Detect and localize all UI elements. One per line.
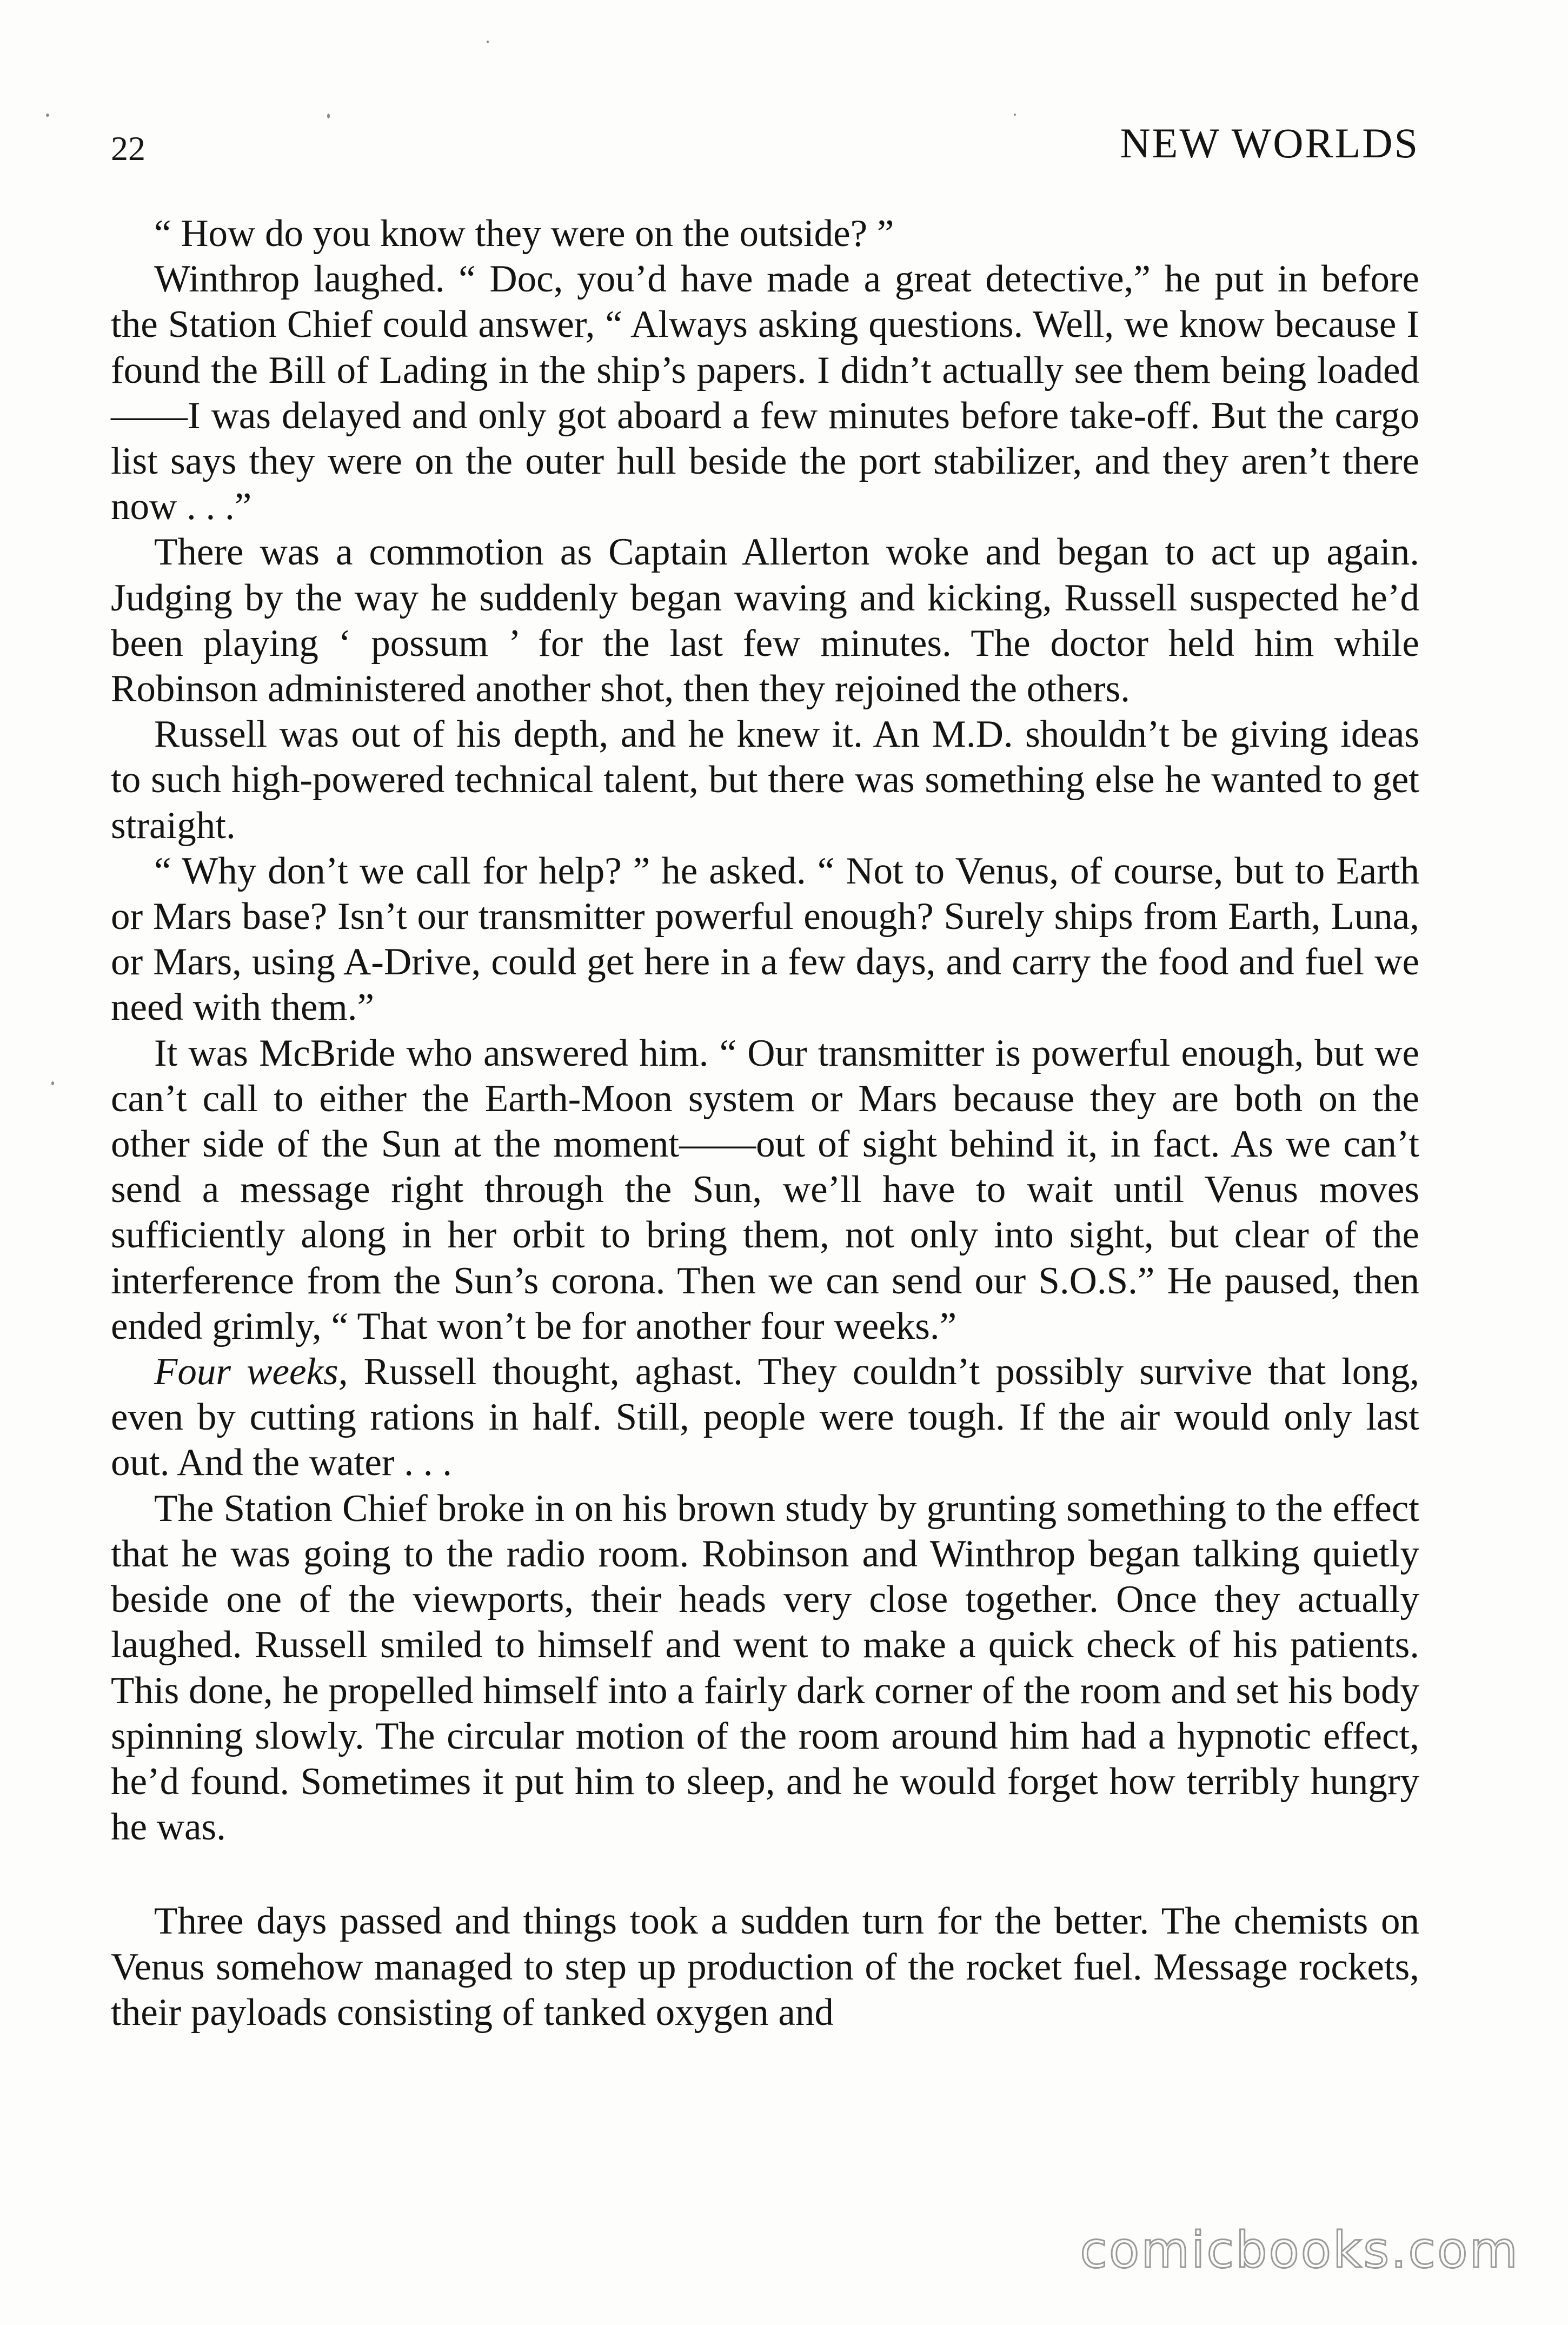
paragraph: “ Why don’t we call for help? ” he asked. “ Not to Venus, of course, but to Earth or Mars base? Isn’t our transmitter powerful enough? Surely ships from Earth, Luna, or Mars, using A-Drive, could get here in a few days, and carry the food and fuel we need with them.” bbox=[111, 849, 1419, 1029]
paragraph: There was a commotion as Captain Allerton woke and began to act up again. Judging by the way he suddenly began waving and kicking, Russell suspected he’d been playing ‘ possum ’ for the last few minutes. The doctor held him while Robinson administered another shot, then they rejoined the others. bbox=[111, 531, 1419, 710]
print-speck bbox=[487, 41, 489, 43]
paragraph: Winthrop laughed. “ Doc, you’d have made a great detective,” he put in before the Station Chief could answer, “ Always asking questions. Well, we know because I found the Bill of Lading in the ship’s papers. I didn’t actually see them being loaded——I was delayed and only got aboard a few minutes before take-off. But the cargo list says they were on the outer hull beside the port stabilizer, and they aren’t there now . . .” bbox=[111, 258, 1419, 528]
paragraph: The Station Chief broke in on his brown study by grunting something to the effect that he was going to the radio room. Robinson and Winthrop began talking quietly beside one of the viewports, their heads very close together. Once they actually laughed. Russell smiled to himself and went to make a quick check of his patients. This done, he propelled himself into a fairly dark corner of the room and set his body spinning slowly. The circular motion of the room around him had a hypnotic effect, he’d found. Sometimes it put him to sleep, and he would forget how terribly hungry he was. bbox=[111, 1487, 1419, 1849]
paragraph: Russell was out of his depth, and he knew it. An M.D. shouldn’t be giving ideas to such high-powered technical talent, but there was something else he wanted to get straight. bbox=[111, 713, 1419, 847]
story-text bbox=[111, 211, 1419, 2035]
running-title: NEW WORLDS bbox=[1120, 119, 1419, 167]
paragraph: “ How do you know they were on the outside? ” bbox=[154, 212, 894, 255]
page-number: 22 bbox=[111, 129, 145, 168]
page-header bbox=[111, 119, 1419, 173]
print-speck bbox=[327, 114, 330, 118]
paragraph: It was McBride who answered him. “ Our transmitter is powerful enough, but we can’t call to either the Earth-Moon system or Mars because they are both on the other side of the Sun at the moment——out of sight behind it, in fact. As we can’t send a message right through the Sun, we’ll have to wait until Venus moves sufficiently along in her orbit to bring them, not only into sight, but clear of the interference from the Sun’s corona. Then we can send our S.O.S.” He paused, then ended grimly, “ That won’t be for another four weeks.” bbox=[111, 1032, 1419, 1347]
watermark: comicbooks.com bbox=[1080, 2221, 1519, 2279]
italic-phrase: Four weeks, bbox=[154, 1351, 348, 1393]
paragraph bbox=[111, 1349, 1419, 1486]
print-speck bbox=[46, 114, 49, 117]
print-speck bbox=[1014, 114, 1016, 116]
print-speck bbox=[51, 1081, 54, 1085]
paragraph-text: Russell thought, aghast. They couldn’t possibly survive that long, even by cutting rations in half. Still, people were tough. If the air would only last out. And the water . . . bbox=[111, 1351, 1419, 1484]
paragraph-section-start: Three days passed and things took a sudden turn for the better. The chemists on Venus somehow managed to step up production of the rocket fuel. Message rockets, their payloads consisting of tanked oxygen and bbox=[111, 1900, 1419, 2034]
